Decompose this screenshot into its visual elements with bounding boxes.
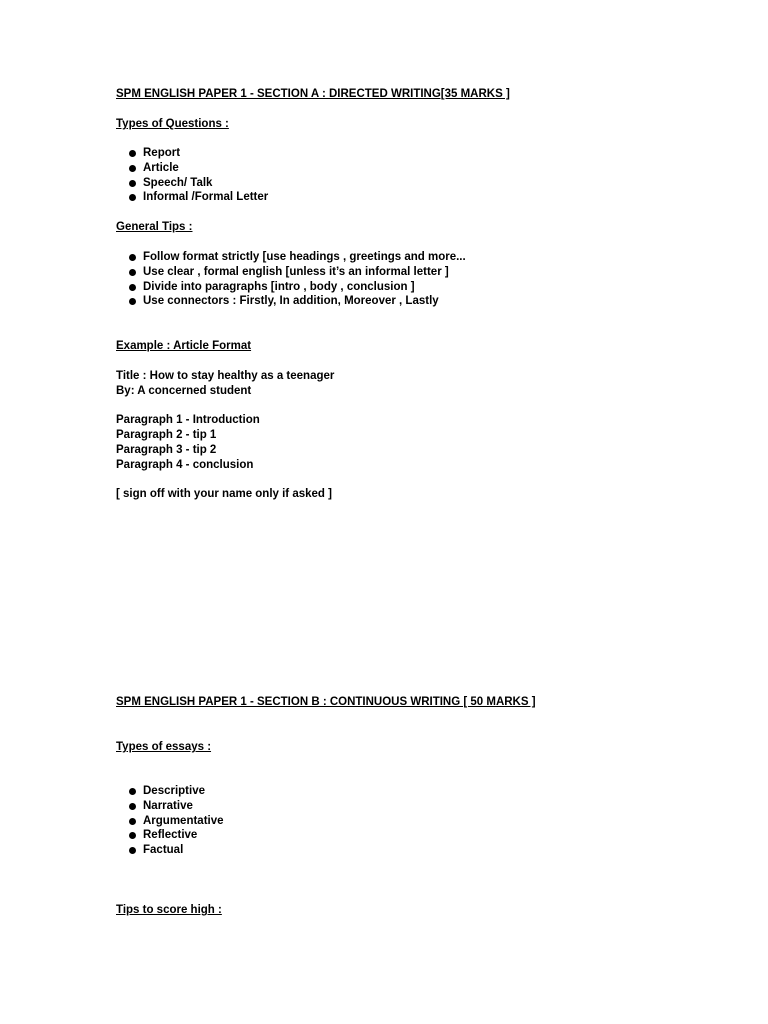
paragraph-line-4: Paragraph 4 - conclusion [116,459,254,471]
example-heading: Example : Article Format [116,340,252,352]
bullet-icon [129,803,136,810]
bullet-icon [129,269,136,276]
question-types-list [128,146,268,205]
types-of-questions-heading: Types of Questions : [116,118,229,130]
paragraph-line-3: Paragraph 3 - tip 2 [116,444,217,456]
bullet-icon [129,832,136,839]
list-item: Factual [128,843,224,858]
bullet-icon [129,788,136,795]
bullet-icon [129,284,136,291]
bullet-icon [129,847,136,854]
bullet-icon [129,165,136,172]
example-byline: By: A concerned student [116,385,252,397]
bullet-icon [129,194,136,201]
tips-to-score-heading: Tips to score high : [116,904,222,916]
list-item: Article [128,161,268,176]
example-title: Title : How to stay healthy as a teenager [116,370,335,382]
list-item: Use clear , formal english [unless it’s an informal letter ] [128,265,466,280]
general-tips-heading: General Tips : [116,221,193,233]
bullet-icon [129,818,136,825]
types-of-essays-heading: Types of essays : [116,741,212,753]
section-b-heading: SPM ENGLISH PAPER 1 - SECTION B : CONTINUOUS WRITING [ 50 MARKS ] [116,696,536,708]
list-item: Report [128,146,268,161]
list-item: Follow format strictly [use headings , greetings and more... [128,250,466,265]
list-item: Speech/ Talk [128,176,268,191]
bullet-icon [129,298,136,305]
general-tips-list [128,250,466,309]
list-item: Use connectors : Firstly, In addition, Moreover , Lastly [128,294,466,309]
paragraph-line-1: Paragraph 1 - Introduction [116,414,260,426]
list-item: Descriptive [128,784,224,799]
list-item: Reflective [128,828,224,843]
paragraph-line-2: Paragraph 2 - tip 1 [116,429,217,441]
bullet-icon [129,150,136,157]
list-item: Informal /Formal Letter [128,190,268,205]
list-item: Divide into paragraphs [intro , body , conclusion ] [128,280,466,295]
essay-types-list [128,784,224,858]
bullet-icon [129,254,136,261]
bullet-icon [129,180,136,187]
section-a-heading: SPM ENGLISH PAPER 1 - SECTION A : DIRECTED WRITING[35 MARKS ] [116,88,510,100]
list-item: Narrative [128,799,224,814]
list-item: Argumentative [128,814,224,829]
sign-off-note: [ sign off with your name only if asked ] [116,488,332,500]
